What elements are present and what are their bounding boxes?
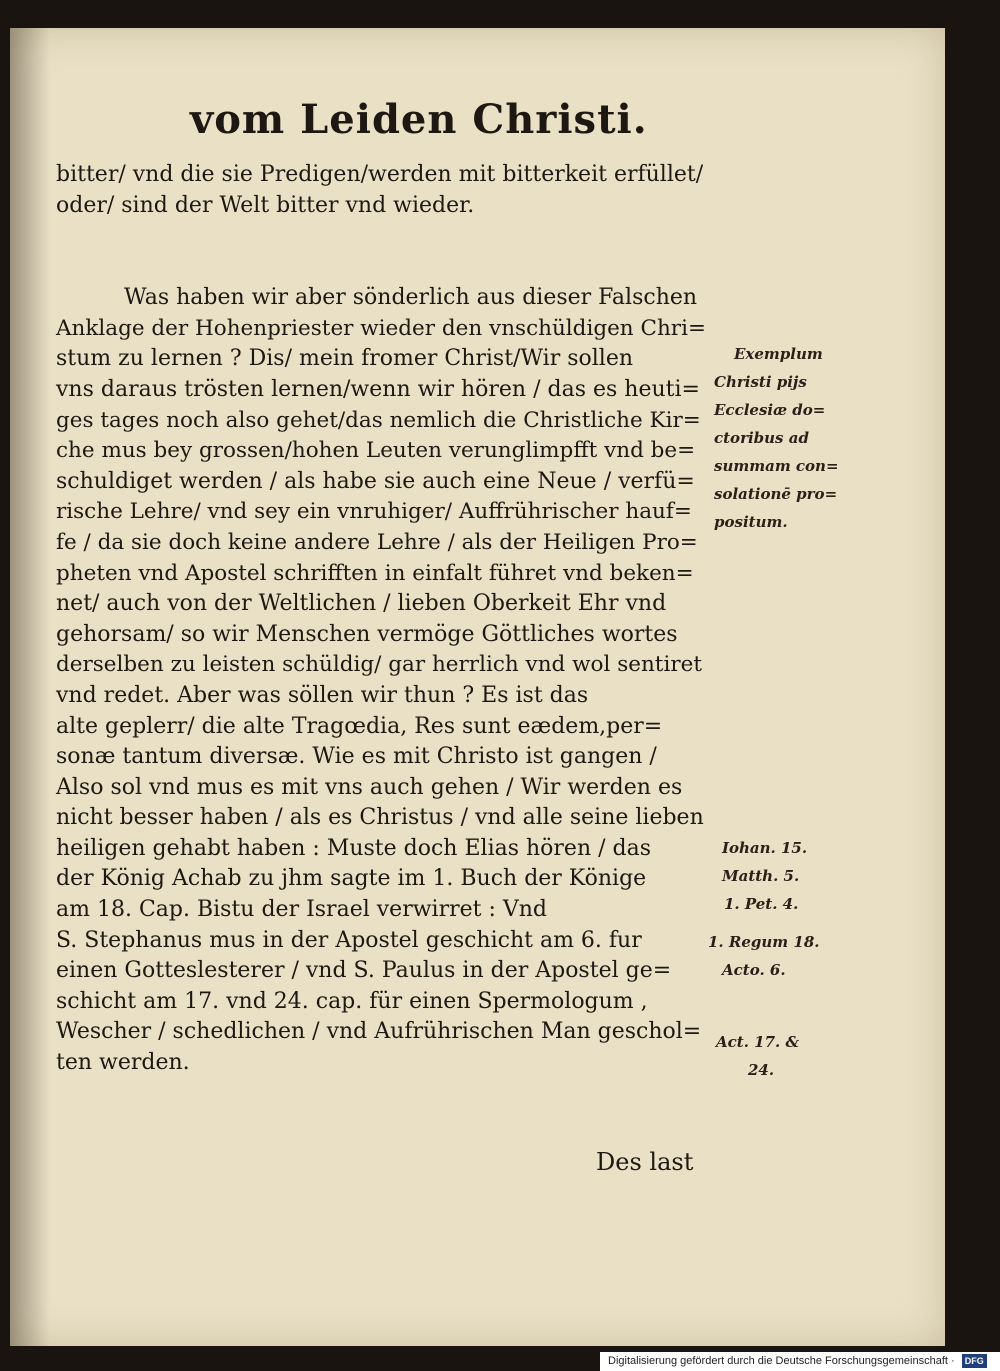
running-head: vom Leiden Christi. xyxy=(190,96,648,143)
paragraph-gap xyxy=(56,221,706,283)
text-line: oder/ sind der Welt bitter vnd wieder. xyxy=(56,192,475,218)
text-line: rische Lehre/ vnd sey ein vnruhiger/ Auffrührischer hauf= xyxy=(56,499,692,525)
text-line: bitter/ vnd die sie Predigen/werden mit bitterkeit erfüllet/ xyxy=(56,162,704,187)
margin-note-line: Exemplum xyxy=(734,345,823,363)
text-line: net/ auch von der Weltlichen / lieben Oberkeit Ehr vnd xyxy=(56,591,667,617)
text-line: Anklage der Hohenpriester wieder den vnschüldigen Chri= xyxy=(56,315,706,341)
text-line: der König Achab zu jhm sagte im 1. Buch der Könige xyxy=(56,866,647,892)
dfg-logo: DFG xyxy=(962,1354,987,1368)
catchword: Des last xyxy=(596,1148,694,1176)
text-line: schicht am 17. vnd 24. cap. für einen Spermologum , xyxy=(56,988,648,1014)
margin-ref-act-24: 24. xyxy=(748,1061,775,1079)
text-line: einen Gotteslesterer / vnd S. Paulus in der Apostel ge= xyxy=(56,958,672,984)
main-text xyxy=(56,160,706,1079)
text-line: pheten vnd Apostel schrifften in einfalt führet vnd beken= xyxy=(56,560,694,586)
text-line: ges tages noch also gehet/das nemlich die Christliche Kir= xyxy=(56,407,701,433)
text-line: derselben zu leisten schüldig/ gar herrlich vnd wol sentiret xyxy=(56,652,702,678)
margin-ref-pet: 1. Pet. 4. xyxy=(724,895,799,913)
margin-note-line: positum. xyxy=(714,513,788,531)
text-line: fe / da sie doch keine andere Lehre / als der Heiligen Pro= xyxy=(56,529,698,555)
text-line: S. Stephanus mus in der Apostel geschicht am 6. fur xyxy=(56,927,642,953)
text-line: Wescher / schedlichen / vnd Aufrührischen Man geschol= xyxy=(56,1019,702,1045)
text-line: vnd redet. Aber was söllen wir thun ? Es ist das xyxy=(56,682,589,708)
footer-text: Digitalisierung gefördert durch die Deutsche Forschungsgemeinschaft · xyxy=(608,1355,955,1367)
margin-note-line: Ecclesiæ do= xyxy=(714,401,826,419)
text-line: che mus bey grossen/hohen Leuten verunglimpfft vnd be= xyxy=(56,438,696,464)
text-line: Also sol vnd mus es mit vns auch gehen / Wir werden es xyxy=(56,774,683,800)
text-line: sonæ tantum diversæ. Wie es mit Christo ist gangen / xyxy=(56,744,657,770)
margin-ref-acto: Acto. 6. xyxy=(722,961,786,979)
margin-note-line: Christi pijs xyxy=(714,373,807,391)
text-line: stum zu lernen ? Dis/ mein fromer Christ/Wir sollen xyxy=(56,346,634,372)
margin-note-exemplum xyxy=(714,340,839,536)
margin-note-line: summam con= xyxy=(714,457,839,475)
text-line: alte geplerr/ die alte Tragœdia, Res sunt eædem,per= xyxy=(56,713,663,739)
margin-ref-regum: 1. Regum 18. xyxy=(708,933,820,951)
text-line: vns daraus trösten lernen/wenn wir hören / das es heuti= xyxy=(56,376,700,402)
margin-ref-matth: Matth. 5. xyxy=(722,867,800,885)
margin-note-line: ctoribus ad xyxy=(714,429,809,447)
text-line: heiligen gehabt haben : Muste doch Elias hören / das xyxy=(56,835,652,861)
text-line: gehorsam/ so wir Menschen vermöge Göttliches wortes xyxy=(56,621,678,647)
text-line: schuldiget werden / als habe sie auch eine Neue / verfü= xyxy=(56,468,695,494)
text-line: Was haben wir aber sönderlich aus dieser Falschen xyxy=(124,285,698,311)
page-gutter-shadow xyxy=(10,28,50,1346)
margin-ref-iohan: Iohan. 15. xyxy=(722,839,808,857)
text-line: ten werden. xyxy=(56,1050,190,1076)
text-line: nicht besser haben / als es Christus / vnd alle seine lieben xyxy=(56,805,704,831)
text-line: am 18. Cap. Bistu der Israel verwirret : Vnd xyxy=(56,897,548,923)
margin-note-line: solationē pro= xyxy=(714,485,838,503)
margin-ref-act: Act. 17. & xyxy=(716,1033,800,1051)
footer-credit xyxy=(600,1352,1000,1371)
